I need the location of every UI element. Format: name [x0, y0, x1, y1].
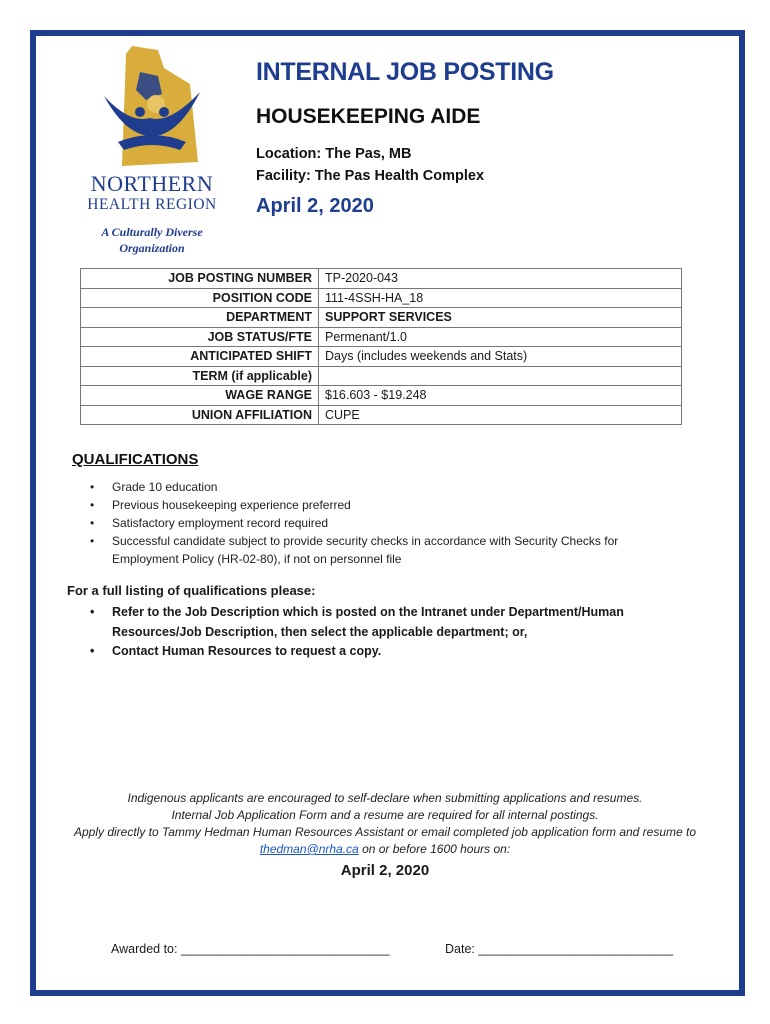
organization-name: [72, 172, 232, 214]
detail-label: TERM (if applicable): [81, 366, 319, 386]
organization-logo: [72, 44, 232, 259]
qualifications-heading: QUALIFICATIONS: [72, 451, 199, 468]
table-row: [81, 405, 682, 425]
location-facility: [256, 143, 706, 187]
detail-value: Permenant/1.0: [319, 327, 682, 347]
detail-label: UNION AFFILIATION: [81, 405, 319, 425]
detail-value: SUPPORT SERVICES: [319, 308, 682, 328]
awarded-to-field: Awarded to: ______________________________: [111, 942, 390, 956]
list-item: • Refer to the Job Description which is posted on the Intranet under Department/Human Resources/Job Description, then select the applicable department; or,: [90, 603, 680, 642]
email-link[interactable]: thedman@nrha.ca: [259, 842, 359, 856]
footer-line: [40, 841, 730, 858]
detail-value: TP-2020-043: [319, 269, 682, 289]
posting-header: [256, 58, 706, 218]
detail-label: ANTICIPATED SHIFT: [81, 347, 319, 367]
detail-value: $16.603 - $19.248: [319, 386, 682, 406]
detail-value: [319, 366, 682, 386]
detail-value: CUPE: [319, 405, 682, 425]
date-field: Date: ____________________________: [445, 942, 674, 956]
detail-label: POSITION CODE: [81, 288, 319, 308]
page-title: INTERNAL JOB POSTING: [256, 58, 554, 86]
org-name-line2: HEALTH REGION: [87, 196, 217, 213]
detail-value: 111-4SSH-HA_18: [319, 288, 682, 308]
footer-line: Apply directly to Tammy Hedman Human Resources Assistant or email completed job application form and resume to: [73, 825, 697, 839]
table-row: [81, 308, 682, 328]
manitoba-emblem-icon: [100, 44, 204, 170]
location-text: Location: The Pas, MB: [256, 146, 412, 162]
footer-line: Internal Job Application Form and a resume are required for all internal postings.: [171, 808, 599, 822]
list-item: • Previous housekeeping experience preferred: [90, 496, 670, 514]
deadline-text: on or before 1600 hours on:: [362, 842, 511, 856]
list-item: • Contact Human Resources to request a copy.: [90, 642, 680, 662]
detail-label: JOB POSTING NUMBER: [81, 269, 319, 289]
table-row: [81, 386, 682, 406]
org-name-line1: NORTHERN: [90, 171, 214, 196]
footer-line: Indigenous applicants are encouraged to self-declare when submitting applications and resumes.: [127, 791, 643, 805]
job-details-table: [80, 268, 682, 425]
table-row: [81, 327, 682, 347]
detail-value: Days (includes weekends and Stats): [319, 347, 682, 367]
list-item: • Successful candidate subject to provide security checks in accordance with Security Checks for Employment Policy (HR-02-80), if not on personnel file: [90, 532, 670, 568]
application-instructions: [40, 790, 730, 858]
table-row: [81, 269, 682, 289]
list-item: • Satisfactory employment record required: [90, 514, 670, 532]
position-title: HOUSEKEEPING AIDE: [256, 105, 481, 128]
table-row: [81, 288, 682, 308]
facility-text: Facility: The Pas Health Complex: [256, 168, 485, 184]
detail-label: DEPARTMENT: [81, 308, 319, 328]
table-row: [81, 366, 682, 386]
full-listing-heading: For a full listing of qualifications please:: [67, 583, 316, 598]
org-tagline: A Culturally Diverse Organization: [101, 225, 203, 255]
full-listing-list: [90, 603, 680, 662]
closing-date: April 2, 2020: [340, 862, 430, 879]
detail-label: JOB STATUS/FTE: [81, 327, 319, 347]
detail-label: WAGE RANGE: [81, 386, 319, 406]
list-item: • Grade 10 education: [90, 478, 670, 496]
posting-date: April 2, 2020: [256, 195, 374, 217]
table-row: [81, 347, 682, 367]
qualifications-list: [90, 478, 670, 568]
